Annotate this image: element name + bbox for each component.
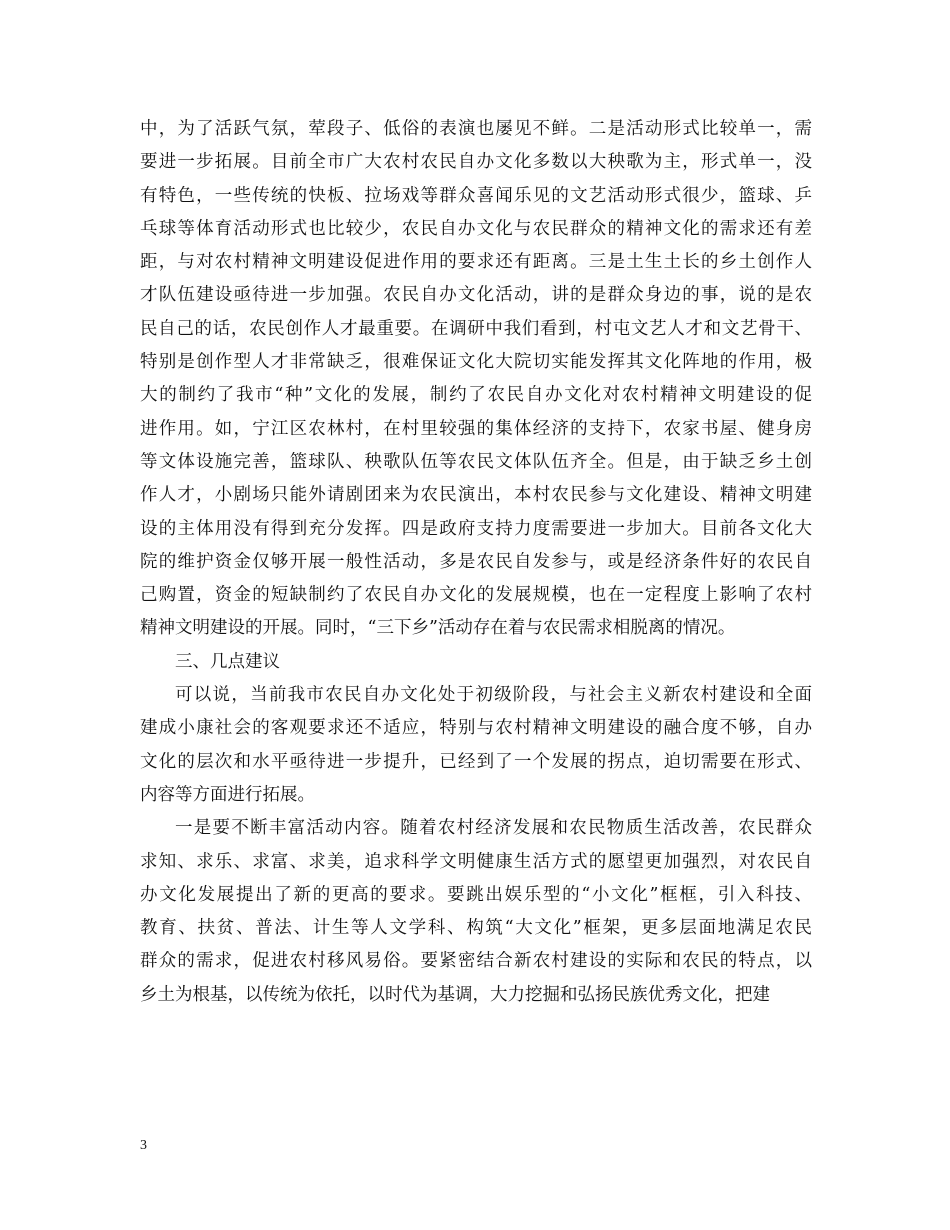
text-line: 中，为了活跃气氛，荤段子、低俗的表演也屡见不鲜。二是活动形式比较单一，需 — [140, 119, 812, 139]
text-line: 建成小康社会的客观要求还不适应，特别与农村精神文明建设的融合度不够，自办 — [140, 718, 812, 739]
text-line: 设的主体用没有得到充分发挥。四是政府支持力度需要进一步加大。目前各文化大 — [140, 518, 812, 539]
text-line: 院的维护资金仅够开展一般性活动，多是农民自发参与，或是经济条件好的农民自 — [140, 551, 812, 572]
page-number: 3 — [140, 1138, 147, 1153]
text-line: 距，与对农村精神文明建设促进作用的要求还有距离。三是土生土长的乡土创作人 — [140, 252, 812, 273]
text-line: 大的制约了我市“种”文化的发展，制约了农民自办文化对农村精神文明建设的促 — [140, 385, 812, 406]
text-line: 一是要不断丰富活动内容。随着农村经济发展和农民物质生活改善，农民群众 — [175, 818, 812, 839]
text-line: 精神文明建设的开展。同时，“三下乡”活动存在着与农民需求相脱离的情况。 — [140, 618, 736, 639]
text-line: 办文化发展提出了新的更高的要求。要跳出娱乐型的“小文化”框框，引入科技、 — [140, 884, 812, 905]
text-line: 可以说，当前我市农民自办文化处于初级阶段，与社会主义新农村建设和全面 — [175, 685, 812, 706]
text-line: 内容等方面进行拓展。 — [140, 784, 315, 805]
paragraph-p3 — [140, 679, 812, 812]
body-text — [140, 113, 812, 1012]
text-line: 己购置，资金的短缺制约了农民自办文化的发展规模，也在一定程度上影响了农村 — [140, 585, 812, 606]
text-line: 要进一步拓展。目前全市广大农村农民自办文化多数以大秧歌为主，形式单一，没 — [140, 152, 812, 173]
text-line: 乡土为根基，以传统为依托，以时代为基调，大力挖掘和弘扬民族优秀文化，把建 — [140, 984, 770, 1005]
text-line: 作人才，小剧场只能外请剧团来为农民演出，本村农民参与文化建设、精神文明建 — [140, 485, 812, 506]
text-line: 民自己的话，农民创作人才最重要。在调研中我们看到，村屯文艺人才和文艺骨干、 — [140, 318, 812, 339]
text-line: 群众的需求，促进农村移风易俗。要紧密结合新农村建设的实际和农民的特点，以 — [140, 951, 812, 972]
paragraph-p4 — [140, 812, 812, 1012]
text-line: 求知、求乐、求富、求美，追求科学文明健康生活方式的愿望更加强烈，对农民自 — [140, 851, 812, 872]
text-line: 教育、扶贫、普法、计生等人文学科、构筑“大文化”框架，更多层面地满足农民 — [140, 918, 812, 939]
text-line: 特别是创作型人才非常缺乏，很难保证文化大院切实能发挥其文化阵地的作用，极 — [140, 352, 812, 373]
text-line: 进作用。如，宁江区农林村，在村里较强的集体经济的支持下，农家书屋、健身房 — [140, 418, 812, 439]
paragraph-p2 — [140, 646, 812, 679]
paragraph-p1 — [140, 113, 812, 646]
text-line: 才队伍建设亟待进一步加强。农民自办文化活动，讲的是群众身边的事，说的是农 — [140, 285, 812, 306]
text-line: 文化的层次和水平亟待进一步提升，已经到了一个发展的拐点，迫切需要在形式、 — [140, 751, 812, 772]
text-line: 等文体设施完善，篮球队、秧歌队伍等农民文体队伍齐全。但是，由于缺乏乡土创 — [140, 451, 812, 472]
text-line: 三、几点建议 — [175, 651, 280, 672]
text-line: 有特色，一些传统的快板、拉场戏等群众喜闻乐见的文艺活动形式很少，篮球、乒 — [140, 185, 812, 206]
text-line: 乓球等体育活动形式也比较少，农民自办文化与农民群众的精神文化的需求还有差 — [140, 218, 812, 239]
